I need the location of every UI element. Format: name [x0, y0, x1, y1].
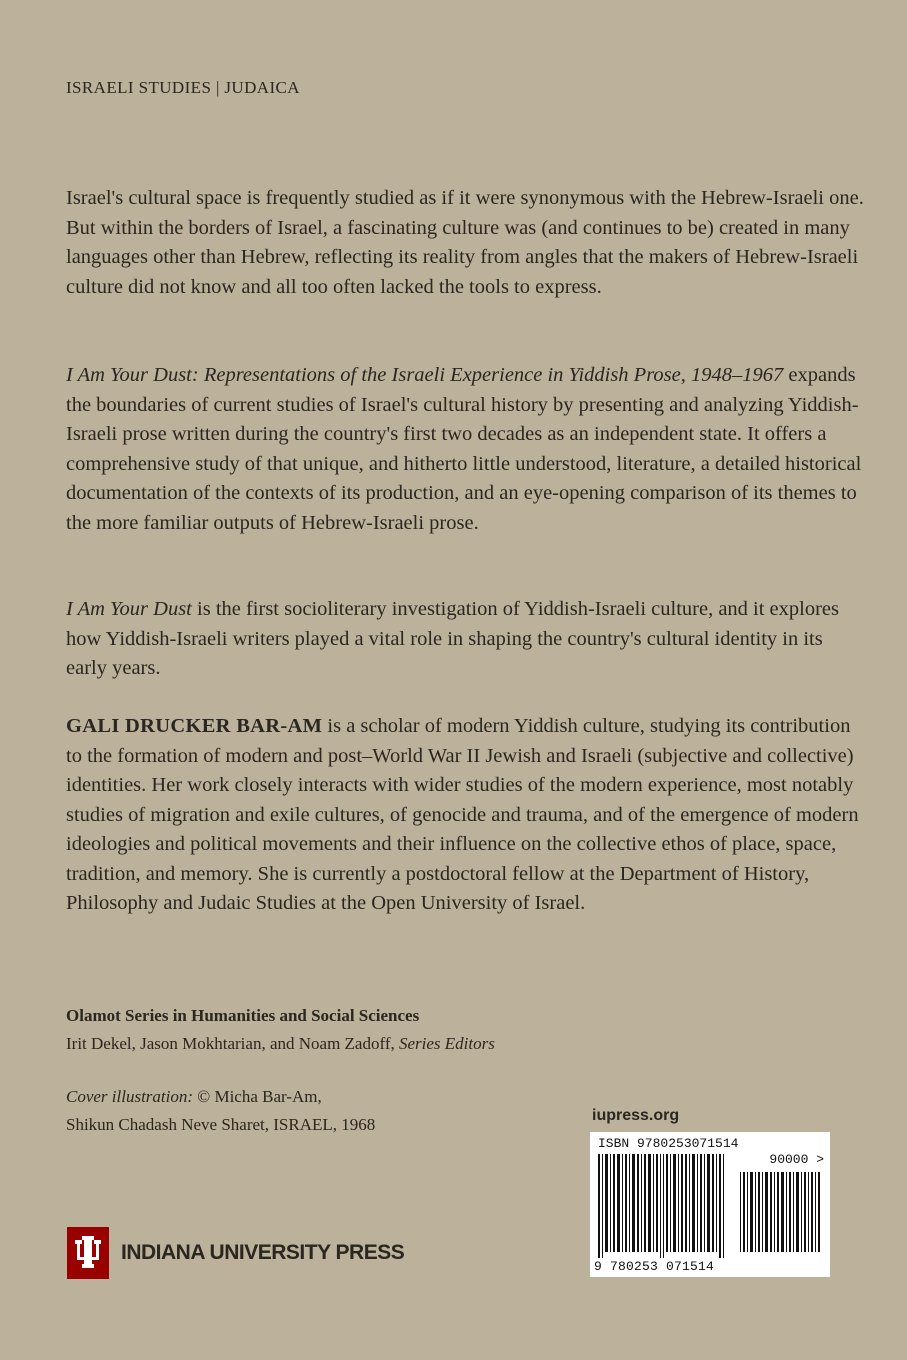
series-editors-role: Series Editors	[399, 1034, 495, 1053]
paragraph-1-text: Israel's cultural space is frequently studied as if it were synonymous with the Hebrew-Israeli one. But within the borders of Israel, a fascinating culture was (and continues to be) created in many languages other than Hebrew, reflecting its reality from angles that the makers of Hebrew-Israeli culture did not know and all too often lacked the tools to express.	[66, 187, 864, 298]
author-name: GALI DRUCKER BAR-AM	[66, 715, 323, 737]
series-info	[66, 1002, 495, 1058]
book-short-title-italic: I Am Your Dust	[66, 598, 192, 620]
cover-credit	[66, 1083, 375, 1139]
cover-credit-line-2: Shikun Chadash Neve Sharet, ISRAEL, 1968	[66, 1115, 376, 1134]
author-bio-text: is a scholar of modern Yiddish culture, studying its contribution to the formation of modern and post–World War II Jewish and Israeli (subjective and collective) identities. Her work closely interacts with wider studies of the modern experience, most notably studies of migration and exile cultures, of genocide and trauma, and of the emergence of modern ideologies and political movements and their influence on the collective ethos of place, space, tradition, and memory. She is currently a postdoctoral fellow at the Department of History, Philosophy and Judaic Studies at the Open University of Israel.	[66, 715, 859, 914]
paragraph-2-text: expands the boundaries of current studies of Israel's cultural history by presenting and analyzing Yiddish-Israeli prose written during the country's first two decades as an independent state. It offers a comprehensive study of that unique, and hitherto little understood, literature, a detailed historical documentation of the contexts of its production, and an eye-opening comparison of its themes to the more familiar outputs of Hebrew-Israeli prose.	[66, 364, 862, 534]
iu-trident-icon	[67, 1227, 109, 1279]
author-bio	[66, 712, 866, 919]
publisher-logo	[67, 1227, 404, 1279]
cover-credit-label: Cover illustration:	[66, 1087, 194, 1106]
publisher-name: INDIANA UNIVERSITY PRESS	[121, 1241, 405, 1264]
isbn-digits: 9 780253 071514	[594, 1259, 715, 1274]
isbn-barcode	[590, 1132, 830, 1277]
description-paragraph-3	[66, 595, 866, 684]
paragraph-3-text: is the first socioliterary investigation of Yiddish-Israeli culture, and it explores how Yiddish-Israeli writers played a vital role in shaping the country's cultural identity in its early years.	[66, 598, 840, 679]
series-title: Olamot Series in Humanities and Social Sciences	[66, 1006, 420, 1025]
series-editors: Irit Dekel, Jason Mokhtarian, and Noam Zadoff,	[66, 1034, 399, 1053]
series-editors-line	[66, 1030, 495, 1058]
price-code: 90000 >	[769, 1152, 824, 1167]
category-label: ISRAELI STUDIES | JUDAICA	[66, 78, 300, 97]
book-title-italic: I Am Your Dust: Representations of the Israeli Experience in Yiddish Prose, 1948–1967	[66, 364, 784, 386]
isbn-label: ISBN 9780253071514	[598, 1136, 739, 1151]
cover-credit-line-1	[66, 1083, 375, 1111]
publisher-website: iupress.org	[592, 1107, 680, 1124]
description-paragraph-2	[66, 361, 866, 538]
description-paragraph-1	[66, 184, 866, 302]
cover-credit-photographer: © Micha Bar-Am,	[193, 1087, 322, 1106]
